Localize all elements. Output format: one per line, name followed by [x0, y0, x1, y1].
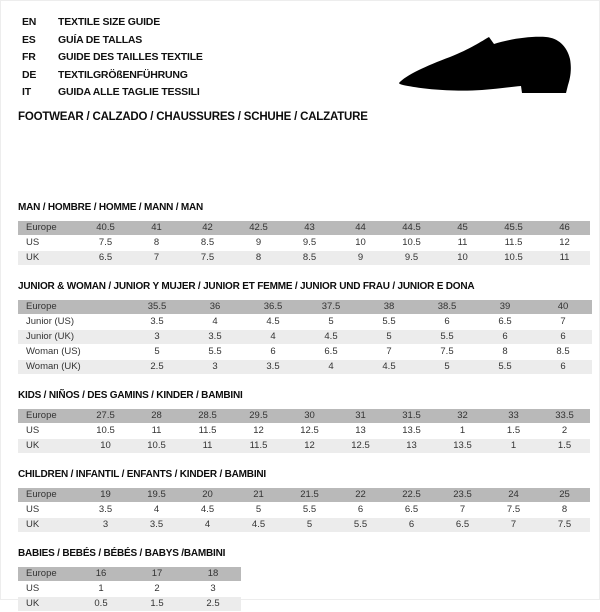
row-label: UK: [18, 251, 80, 265]
size-cell: 10.5: [80, 424, 131, 438]
size-cell: 6: [534, 330, 592, 344]
size-tables: [18, 202, 590, 612]
size-cell: 42: [182, 221, 233, 235]
size-cell: 44: [335, 221, 386, 235]
category-title: FOOTWEAR / CALZADO / CHAUSSURES / SCHUHE / CALZATURE: [18, 110, 368, 123]
size-cell: 24: [488, 488, 539, 502]
size-cell: 3: [185, 582, 241, 596]
size-cell: 6: [386, 518, 437, 532]
size-cell: 10: [335, 236, 386, 250]
size-cell: 2: [539, 424, 590, 438]
size-cell: 27.5: [80, 409, 131, 423]
size-cell: 28: [131, 409, 182, 423]
size-table-block: [18, 390, 590, 454]
language-row: [22, 14, 590, 32]
size-cell: 10.5: [386, 236, 437, 250]
size-cell: 12: [233, 424, 284, 438]
table-row: [18, 439, 590, 453]
size-cell: 44.5: [386, 221, 437, 235]
size-cell: 12.5: [284, 424, 335, 438]
row-label: US: [18, 424, 80, 438]
table-row: [18, 424, 590, 438]
size-cell: 8.5: [534, 345, 592, 359]
row-label: Europe: [18, 409, 80, 423]
size-cell: 5.5: [335, 518, 386, 532]
size-table: [18, 220, 590, 266]
size-cell: 12: [284, 439, 335, 453]
table-row: [18, 330, 592, 344]
size-cell: 6: [476, 330, 534, 344]
size-cell: 4.5: [182, 503, 233, 517]
language-code: IT: [22, 86, 31, 98]
table-title: BABIES / BEBÉS / BÉBÉS / BABYS /BAMBINI: [18, 548, 226, 559]
language-label: GUIDE DES TAILLES TEXTILE: [58, 51, 203, 63]
size-table-block: [18, 548, 590, 612]
table-title: JUNIOR & WOMAN / JUNIOR Y MUJER / JUNIOR ET FEMME / JUNIOR UND FRAU / JUNIOR E DONA: [18, 281, 475, 292]
size-cell: 4.5: [233, 518, 284, 532]
row-label: US: [18, 236, 80, 250]
size-cell: 5: [418, 360, 476, 374]
size-cell: 8: [131, 236, 182, 250]
size-cell: 22.5: [386, 488, 437, 502]
size-cell: 13.5: [386, 424, 437, 438]
table-row: [18, 251, 590, 265]
size-cell: 6.5: [302, 345, 360, 359]
size-cell: 18: [185, 567, 241, 581]
size-cell: 39: [476, 300, 534, 314]
size-cell: 32: [437, 409, 488, 423]
table-row: [18, 582, 241, 596]
size-cell: 7: [360, 345, 418, 359]
size-cell: 7.5: [488, 503, 539, 517]
row-label: UK: [18, 518, 80, 532]
size-cell: 7.5: [539, 518, 590, 532]
size-cell: 4: [186, 315, 244, 329]
row-label: UK: [18, 439, 80, 453]
size-cell: 4: [182, 518, 233, 532]
row-label: US: [18, 582, 73, 596]
language-code: ES: [22, 33, 36, 46]
size-cell: 4: [244, 330, 302, 344]
language-label: TEXTILE SIZE GUIDE: [58, 16, 160, 28]
size-cell: 46: [539, 221, 590, 235]
size-cell: 5: [302, 315, 360, 329]
size-cell: 2.5: [185, 597, 241, 611]
size-cell: 7.5: [182, 251, 233, 265]
row-label: UK: [18, 597, 73, 611]
size-table-block: [18, 202, 590, 266]
size-cell: 7: [437, 503, 488, 517]
dress-shoe-icon: [398, 33, 575, 97]
size-cell: 7: [534, 315, 592, 329]
size-cell: 28.5: [182, 409, 233, 423]
size-cell: 11.5: [182, 424, 233, 438]
size-cell: 7: [131, 251, 182, 265]
size-cell: 1: [437, 424, 488, 438]
size-table: [18, 566, 241, 612]
size-cell: 3.5: [80, 503, 131, 517]
table-row: [18, 345, 592, 359]
table-title: CHILDREN / INFANTIL / ENFANTS / KINDER / BAMBINI: [18, 469, 266, 480]
size-table-block: [18, 469, 590, 533]
size-cell: 2: [129, 582, 185, 596]
size-cell: 36: [186, 300, 244, 314]
size-cell: 33: [488, 409, 539, 423]
size-cell: 36.5: [244, 300, 302, 314]
language-code: FR: [22, 51, 36, 63]
size-cell: 6: [335, 503, 386, 517]
size-cell: 21: [233, 488, 284, 502]
size-cell: 10.5: [131, 439, 182, 453]
size-cell: 5.5: [476, 360, 534, 374]
size-cell: 11.5: [488, 236, 539, 250]
size-cell: 35.5: [128, 300, 186, 314]
size-table-block: [18, 281, 590, 375]
size-cell: 5.5: [418, 330, 476, 344]
size-cell: 1.5: [129, 597, 185, 611]
row-label: Europe: [18, 567, 73, 581]
table-title: KIDS / NIÑOS / DES GAMINS / KINDER / BAMBINI: [18, 390, 243, 401]
size-cell: 12: [539, 236, 590, 250]
size-cell: 8: [233, 251, 284, 265]
size-cell: 19.5: [131, 488, 182, 502]
size-cell: 8.5: [182, 236, 233, 250]
size-cell: 22: [335, 488, 386, 502]
size-cell: 9: [335, 251, 386, 265]
page-header: [18, 12, 590, 170]
size-cell: 23.5: [437, 488, 488, 502]
size-cell: 9.5: [386, 251, 437, 265]
size-cell: 1: [488, 439, 539, 453]
size-cell: 13: [386, 439, 437, 453]
size-cell: 1.5: [488, 424, 539, 438]
size-cell: 7.5: [418, 345, 476, 359]
size-cell: 31.5: [386, 409, 437, 423]
row-label: Junior (UK): [18, 330, 128, 344]
table-row: [18, 300, 592, 314]
size-cell: 6: [418, 315, 476, 329]
table-row: [18, 360, 592, 374]
size-cell: 8: [539, 503, 590, 517]
table-row: [18, 236, 590, 250]
size-table: [18, 408, 590, 454]
language-label: TEXTILGRÖßENFÜHRUNG: [58, 68, 188, 81]
table-row: [18, 221, 590, 235]
row-label: Europe: [18, 300, 128, 314]
size-cell: 8: [476, 345, 534, 359]
size-cell: 45.5: [488, 221, 539, 235]
size-cell: 11: [437, 236, 488, 250]
size-cell: 1: [73, 582, 129, 596]
language-code: DE: [22, 68, 37, 81]
size-table: [18, 299, 592, 375]
row-label: Junior (US): [18, 315, 128, 329]
table-row: [18, 503, 590, 517]
table-row: [18, 518, 590, 532]
size-cell: 13.5: [437, 439, 488, 453]
size-cell: 5: [233, 503, 284, 517]
language-label: GUIDA ALLE TAGLIE TESSILI: [58, 86, 200, 98]
size-cell: 3.5: [131, 518, 182, 532]
size-cell: 3: [186, 360, 244, 374]
size-cell: 5: [284, 518, 335, 532]
table-title: MAN / HOMBRE / HOMME / MANN / MAN: [18, 202, 204, 213]
size-cell: 45: [437, 221, 488, 235]
size-cell: 9: [233, 236, 284, 250]
size-cell: 38: [360, 300, 418, 314]
size-cell: 41: [131, 221, 182, 235]
size-cell: 40.5: [80, 221, 131, 235]
size-cell: 6: [534, 360, 592, 374]
size-cell: 4: [131, 503, 182, 517]
size-cell: 3: [80, 518, 131, 532]
language-code: EN: [22, 16, 37, 28]
size-cell: 6.5: [80, 251, 131, 265]
size-cell: 17: [129, 567, 185, 581]
size-cell: 3.5: [186, 330, 244, 344]
size-cell: 5.5: [186, 345, 244, 359]
size-cell: 43: [284, 221, 335, 235]
language-label: GUÍA DE TALLAS: [58, 33, 143, 46]
table-row: [18, 567, 241, 581]
size-cell: 13: [335, 424, 386, 438]
size-cell: 11: [182, 439, 233, 453]
table-row: [18, 409, 590, 423]
size-cell: 20: [182, 488, 233, 502]
row-label: Woman (US): [18, 345, 128, 359]
size-cell: 4.5: [360, 360, 418, 374]
size-cell: 10: [437, 251, 488, 265]
size-cell: 16: [73, 567, 129, 581]
size-cell: 42.5: [233, 221, 284, 235]
size-cell: 7.5: [80, 236, 131, 250]
size-cell: 31: [335, 409, 386, 423]
size-cell: 3: [128, 330, 186, 344]
size-cell: 40: [534, 300, 592, 314]
size-cell: 8.5: [284, 251, 335, 265]
size-cell: 1.5: [539, 439, 590, 453]
size-cell: 19: [80, 488, 131, 502]
table-row: [18, 488, 590, 502]
size-cell: 38.5: [418, 300, 476, 314]
size-cell: 7: [488, 518, 539, 532]
size-cell: 29.5: [233, 409, 284, 423]
row-label: US: [18, 503, 80, 517]
size-cell: 4.5: [302, 330, 360, 344]
size-cell: 4.5: [244, 315, 302, 329]
size-cell: 6.5: [386, 503, 437, 517]
size-cell: 6: [244, 345, 302, 359]
table-row: [18, 597, 241, 611]
size-cell: 21.5: [284, 488, 335, 502]
size-cell: 5.5: [360, 315, 418, 329]
size-cell: 2.5: [128, 360, 186, 374]
row-label: Woman (UK): [18, 360, 128, 374]
size-cell: 5: [360, 330, 418, 344]
size-cell: 6.5: [437, 518, 488, 532]
size-cell: 4: [302, 360, 360, 374]
row-label: Europe: [18, 221, 80, 235]
size-cell: 33.5: [539, 409, 590, 423]
size-cell: 5: [128, 345, 186, 359]
row-label: Europe: [18, 488, 80, 502]
size-cell: 12.5: [335, 439, 386, 453]
size-cell: 11: [539, 251, 590, 265]
size-cell: 10.5: [488, 251, 539, 265]
size-table: [18, 487, 590, 533]
size-cell: 37.5: [302, 300, 360, 314]
size-cell: 9.5: [284, 236, 335, 250]
size-cell: 11.5: [233, 439, 284, 453]
size-cell: 11: [131, 424, 182, 438]
size-cell: 30: [284, 409, 335, 423]
size-cell: 3.5: [244, 360, 302, 374]
size-cell: 3.5: [128, 315, 186, 329]
table-row: [18, 315, 592, 329]
size-cell: 0.5: [73, 597, 129, 611]
size-cell: 6.5: [476, 315, 534, 329]
size-cell: 5.5: [284, 503, 335, 517]
size-cell: 10: [80, 439, 131, 453]
size-cell: 25: [539, 488, 590, 502]
